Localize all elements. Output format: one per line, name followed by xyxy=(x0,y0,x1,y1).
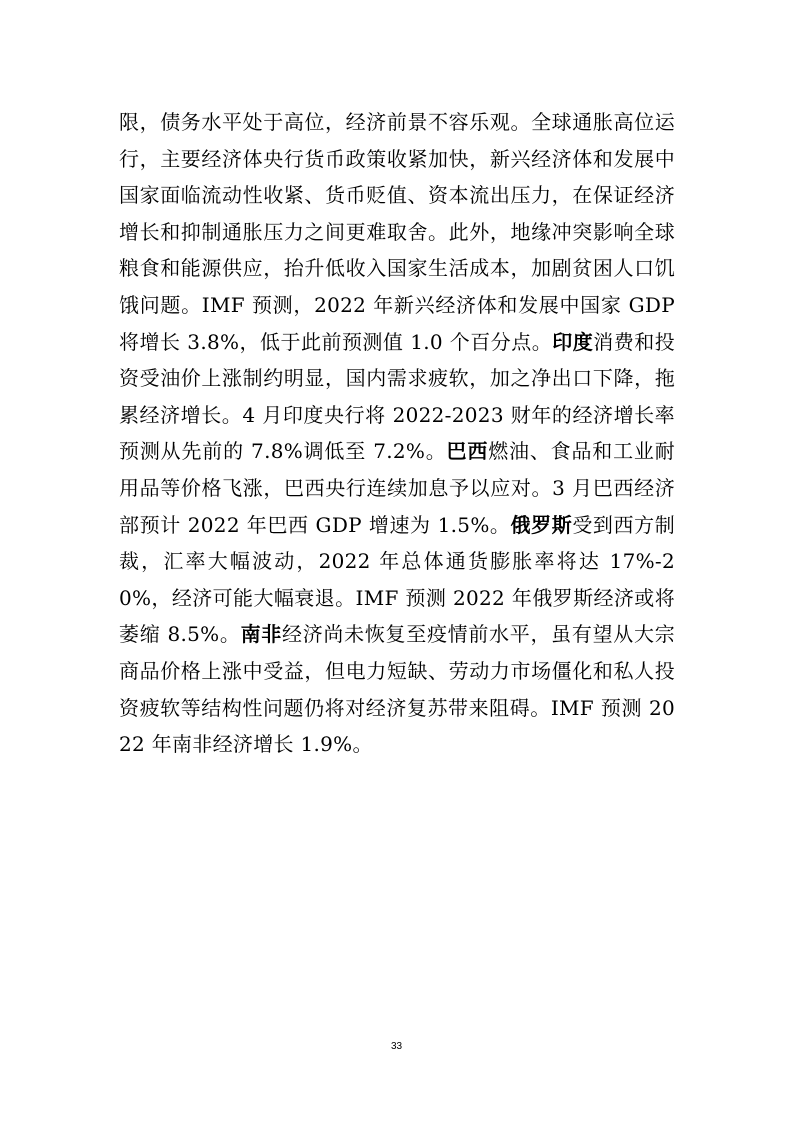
country-heading-south-africa: 南非 xyxy=(240,622,283,647)
text-segment-intro: 限，债务水平处于高位，经济前景不容乐观。全球通胀高位运行，主要经济体央行货币政策收紧加快，新兴经济体和发展中国家面临流动性收紧、货币贬值、资本流出压力，在保证经济增长和抑制通胀压力之间更难取舍。此外，地缘冲突影响全球粮食和能源供应，抬升低收入国家生活成本，加剧贫困人口饥饿问题。IMF 预测，2022 年新兴经济体和发展中国家 GDP 将增长 3.8%，低于此前预测值 1.0 个百分点。 xyxy=(119,110,675,354)
country-heading-brazil: 巴西 xyxy=(446,439,489,464)
page-number: 33 xyxy=(390,1041,403,1052)
text-segment-brazil: 燃油、食品和工业耐用品等价格飞涨，巴西央行连续加息予以应对。3 月巴西经济部预计 2022 年巴西 GDP 增速为 1.5%。 xyxy=(119,439,676,537)
text-segment-india: 消费和投资受油价上涨制约明显，国内需求疲软，加之净出口下降，拖累经济增长。4 月印度央行将 2022-2023 财年的经济增长率预测从先前的 7.8%调低至 7.2%。 xyxy=(119,329,675,464)
body-paragraph xyxy=(119,104,675,763)
country-heading-india: 印度 xyxy=(552,329,594,354)
text-segment-south-africa: 经济尚未恢复至疫情前水平，虽有望从大宗商品价格上涨中受益，但电力短缺、劳动力市场僵化和私人投资疲软等结构性问题仍将对经济复苏带来阻碍。IMF 预测 2022 年南非经济增长 1.9%。 xyxy=(119,622,675,757)
text-segment-russia: 受到西方制裁，汇率大幅波动，2022 年总体通货膨胀率将达 17%-20%，经济可能大幅衰退。IMF 预测 2022 年俄罗斯经济或将萎缩 8.5%。 xyxy=(119,512,675,647)
country-heading-russia: 俄罗斯 xyxy=(510,512,573,537)
